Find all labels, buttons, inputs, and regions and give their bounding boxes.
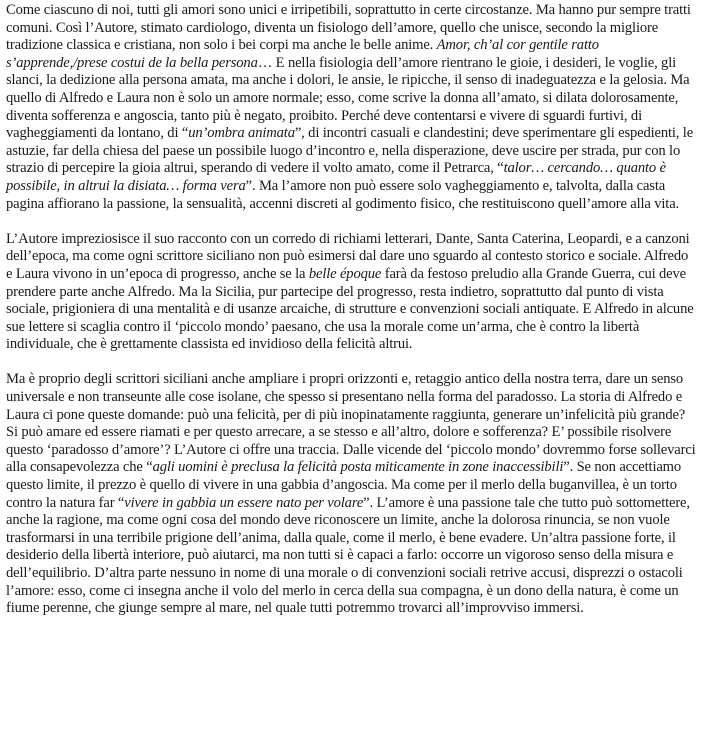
text-run: Ma è proprio degli scrittori siciliani anche ampliare i propri orizzonti e, retaggio antico della nostra terra, dare un senso universale e non transeunte alle cose isolane, che spesso si presentano nella forma del paradosso. La storia di Alfredo e Laura ci pone queste domande: può una felicità, per di più inopinatamente raggiunta, generare un’infelicità più grande? Si può amare ed essere riamati e per questo arrecare, a se stesso e all’altro, dolore e sofferenza? E’ possibile risolvere questo ‘paradosso d’amore’? L’Autore ci offre una traccia. Dalle vicende del ‘piccolo mondo’ dovremmo forse sollevarci alla consapevolezza che “: [6, 371, 696, 476]
text-run: ”, di incontri casuali e clandestini; deve sperimentare gli espedienti, le astuzie, far della chiesa del paese un possibile luogo d’incontro e, nella disperazione, deve uscire per strada, pur con lo strazio di percepire la gioia altrui, sperando di vedere il volto amato, come il Petrarca, “: [6, 125, 694, 177]
text-run: Come ciascuno di noi, tutti gli amori sono unici e irripetibili, soprattutto in certe circostanze. Ma hanno pur sempre tratti comuni. Così l’Autore, stimato cardiologo, diventa un fisiologo dell’amore, quello che unisce, secondo la migliore tradizione classica e cristiana, non solo i bei corpi ma anche le belle anime.: [6, 2, 691, 54]
italic-quote: talor… cercando… quanto è possibile, in altrui la disiata… forma vera: [6, 160, 666, 194]
italic-quote: vivere in gabbia un essere nato per volare: [124, 494, 364, 511]
paragraph-3: [6, 371, 696, 617]
text-run: … E nella fisiologia dell’amore rientrano le gioie, i desideri, le voglie, gli slanci, la dedizione alla persona amata, ma anche i dolori, le ansie, le ripicche, il senso di inadeguatezza e la gelosia. Ma quello di Alfredo e Laura non è solo un amore normale; esso, come scrive la donna all’amato, si dilata dolorosamente, diventa sofferenza e angoscia, tanto più è negato, proibito. Perché deve contentarsi e vivere di sguardi furtivi, di vagheggiamenti da lontano, di “: [6, 54, 690, 142]
text-run: ”. L’amore è una passione tale che tutto può sottomettere, anche la ragione, ma come ogni cosa del mondo deve riconoscere un limite, anche la dolorosa rinuncia, se non vuole trasformarsi in una terribile prigione dell’anima, dalla quale, come il merlo, è bene evadere. Un’altra passione forte, il desiderio della libertà interiore, può aiutarci, ma non tutti si è capaci a farlo: occorre un vigoroso senso della misura e dell’equilibrio. D’altra parte nessuno in nome di una morale o di convenzioni sociali retrive accusi, disprezzi o ostacoli l’amore: esso, come ci insegna anche il volo del merlo in cerca della sua compagna, è un dono della natura, è come un fiume perenne, che giunge sempre al mare, nel quale tutti potremmo trovarci all’improvviso immersi.: [6, 494, 690, 617]
italic-quote: Amor, ch’al cor gentile ratto s’apprende,/prese costui de la bella persona: [6, 37, 599, 71]
italic-quote: belle époque: [308, 265, 382, 282]
text-run: ”. Ma l’amore non può essere solo vagheggiamento e, talvolta, dalla casta pagina affiorano la passione, la sensualità, accenni discreti al godimento fisico, che restituiscono quell’amore alla vita.: [6, 177, 680, 212]
italic-quote: agli uomini è preclusa la felicità posta miticamente in zone inaccessibili: [152, 459, 564, 476]
text-run: farà da festoso preludio alla Grande Guerra, cui deve prendere parte anche Alfredo. Ma la Sicilia, pur partecipe del progresso, resta indietro, soprattutto dal punto di vista sociale, prigioniera di una mentalità e di usanze arcaiche, di strutture e convenzioni sociali antiquate. E Alfredo in alcune sue lettere si scaglia contro il ‘piccolo mondo’ paesano, che usa la morale come un’arma, che è contro la libertà individuale, che è grettamente classista ed invidioso della felicità altrui.: [6, 265, 694, 353]
italic-quote: un’ombra animata: [188, 125, 295, 142]
paragraph-2: [6, 231, 696, 354]
paragraph-1: [6, 2, 696, 213]
text-run: ”. Se non accettiamo questo limite, il prezzo è quello di vivere in una gabbia d’angoscia. Ma come per il merlo della buganvillea, è un torto contro la natura far “: [6, 459, 682, 511]
text-run: L’Autore impreziosisce il suo racconto con un corredo di richiami letterari, Dante, Santa Caterina, Leopardi, e a canzoni dell’epoca, ma come ogni scrittore siciliano non può esimersi dal dare uno sguardo al contesto storico e sociale. Alfredo e Laura vivono in un’epoca di progresso, anche se la: [6, 230, 690, 282]
document-body: [6, 2, 696, 618]
